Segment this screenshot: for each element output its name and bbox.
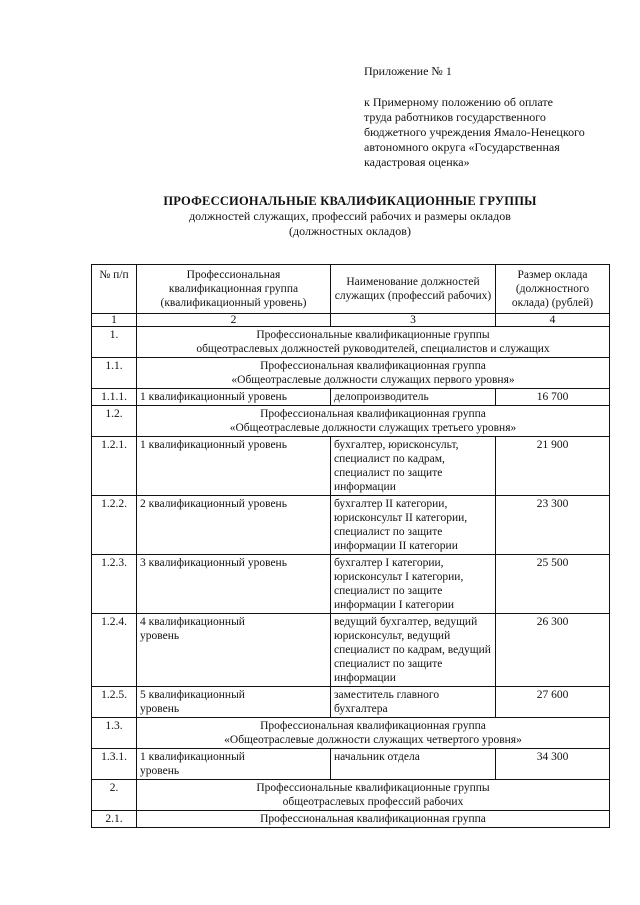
heading-subtitle-line1: должностей служащих, профессий рабочих и размеры окладов [189, 209, 511, 223]
table-row-group [92, 406, 610, 437]
salary-table [91, 264, 610, 828]
salary-cell: 26 300 [496, 614, 610, 687]
row-num: 1.2.1. [92, 437, 137, 496]
level-cell: 1 квалификационный уровень [137, 749, 331, 780]
row-num: 1.2.5. [92, 687, 137, 718]
position-cell: бухгалтер I категории, юрисконсульт I категории, специалист по защите информации I категории [331, 555, 496, 614]
table-index-row [92, 314, 610, 327]
group-cell [137, 718, 610, 749]
index-cell: 3 [331, 314, 496, 327]
group-line: общеотраслевых профессий рабочих [282, 796, 464, 808]
appendix-block [364, 64, 614, 170]
group-line: Профессиональные квалификационные группы [256, 782, 490, 794]
heading-title: ПРОФЕССИОНАЛЬНЫЕ КВАЛИФИКАЦИОННЫЕ ГРУППЫ [163, 194, 537, 208]
group-cell [137, 406, 610, 437]
appendix-line: кадастровая оценка» [364, 155, 470, 169]
group-cell [137, 811, 610, 828]
table-row-group [92, 811, 610, 828]
group-line: «Общеотраслевые должности служащих четвертого уровня» [224, 734, 522, 746]
position-cell: заместитель главного бухгалтера [331, 687, 496, 718]
group-line: «Общеотраслевые должности служащих третьего уровня» [229, 422, 517, 434]
table-row [92, 614, 610, 687]
position-cell: бухгалтер II категории, юрисконсульт II категории, специалист по защите информации II категории [331, 496, 496, 555]
table-row-group [92, 780, 610, 811]
row-num: 1.1.1. [92, 389, 137, 406]
group-cell [137, 780, 610, 811]
level-cell: 4 квалификационный уровень [137, 614, 331, 687]
index-cell: 4 [496, 314, 610, 327]
salary-cell: 27 600 [496, 687, 610, 718]
appendix-line: труда работников государственного [364, 110, 546, 124]
row-num: 2. [92, 780, 137, 811]
table-row [92, 687, 610, 718]
table-row [92, 496, 610, 555]
salary-cell: 23 300 [496, 496, 610, 555]
header-group: Профессиональная квалификационная группа (квалификационный уровень) [137, 265, 331, 314]
group-line: «Общеотраслевые должности служащих первого уровня» [231, 374, 515, 386]
appendix-line: бюджетного учреждения Ямало-Ненецкого [364, 125, 585, 139]
level-cell: 3 квалификационный уровень [137, 555, 331, 614]
position-cell: ведущий бухгалтер, ведущий юрисконсульт, ведущий специалист по кадрам, ведущий специалист по защите информации [331, 614, 496, 687]
table-header-row [92, 265, 610, 314]
index-cell: 1 [92, 314, 137, 327]
header-position: Наименование должностей служащих (профессий рабочих) [331, 265, 496, 314]
index-cell: 2 [137, 314, 331, 327]
salary-cell: 25 500 [496, 555, 610, 614]
appendix-line: к Примерному положению об оплате [364, 95, 553, 109]
document-heading [150, 194, 550, 239]
position-cell: начальник отдела [331, 749, 496, 780]
table-row-group [92, 327, 610, 358]
table-row [92, 749, 610, 780]
row-num: 1.2. [92, 406, 137, 437]
level-cell: 5 квалификационный уровень [137, 687, 331, 718]
table-row [92, 437, 610, 496]
salary-cell: 34 300 [496, 749, 610, 780]
appendix-line: автономного округа «Государственная [364, 140, 560, 154]
heading-subtitle-line2: (должностных окладов) [289, 224, 411, 238]
header-num: № п/п [92, 265, 137, 314]
group-cell [137, 358, 610, 389]
row-num: 1. [92, 327, 137, 358]
row-num: 1.2.4. [92, 614, 137, 687]
group-line: Профессиональная квалификационная группа [260, 360, 486, 372]
appendix-title: Приложение № 1 [364, 64, 452, 78]
table-row-group [92, 718, 610, 749]
group-line: общеотраслевых должностей руководителей, специалистов и служащих [196, 343, 550, 355]
level-cell: 1 квалификационный уровень [137, 437, 331, 496]
group-cell [137, 327, 610, 358]
row-num: 1.2.3. [92, 555, 137, 614]
salary-cell: 21 900 [496, 437, 610, 496]
level-cell: 1 квалификационный уровень [137, 389, 331, 406]
group-line: Профессиональная квалификационная группа [260, 408, 486, 420]
row-num: 2.1. [92, 811, 137, 828]
table-row [92, 555, 610, 614]
header-salary: Размер оклада (должностного оклада) (рублей) [496, 265, 610, 314]
table-row [92, 389, 610, 406]
group-line: Профессиональная квалификационная группа [260, 720, 486, 732]
row-num: 1.3. [92, 718, 137, 749]
salary-cell: 16 700 [496, 389, 610, 406]
group-line: Профессиональные квалификационные группы [256, 329, 490, 341]
position-cell: бухгалтер, юрисконсульт, специалист по кадрам, специалист по защите информации [331, 437, 496, 496]
table-row-group [92, 358, 610, 389]
row-num: 1.1. [92, 358, 137, 389]
row-num: 1.3.1. [92, 749, 137, 780]
position-cell: делопроизводитель [331, 389, 496, 406]
level-cell: 2 квалификационный уровень [137, 496, 331, 555]
row-num: 1.2.2. [92, 496, 137, 555]
group-line: Профессиональная квалификационная группа [260, 813, 486, 825]
